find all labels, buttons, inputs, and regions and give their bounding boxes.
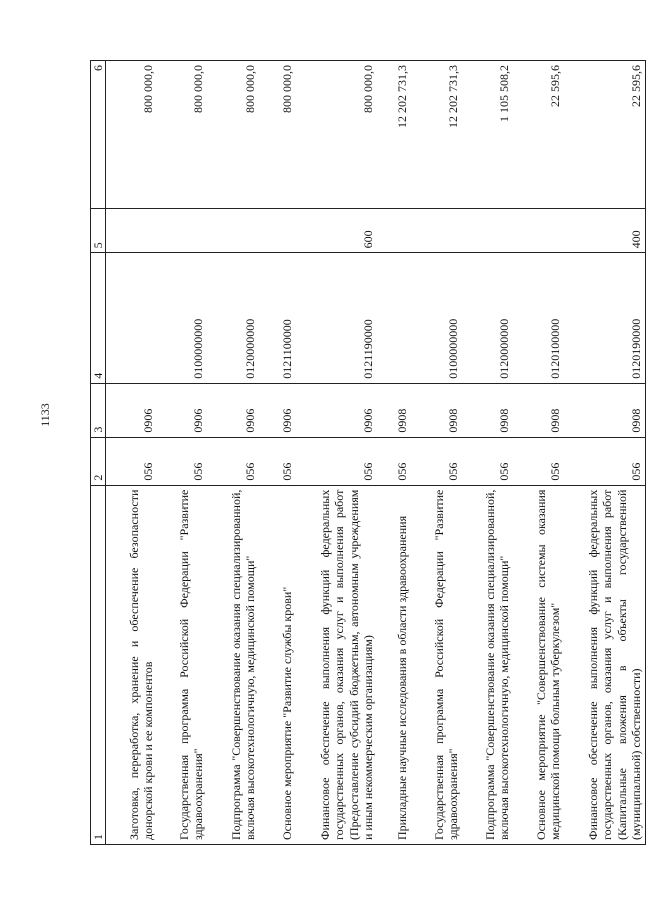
- row-expense-type: [157, 208, 207, 253]
- row-target-code: [377, 253, 411, 383]
- row-name: Прикладные научные исследования в области здравоохранения: [377, 485, 411, 844]
- row-section-code: 0906: [259, 383, 296, 437]
- row-amount: 800 000,0: [157, 61, 207, 209]
- row-target-code: 0100000000: [157, 253, 207, 383]
- row-amount: 800 000,0: [207, 61, 259, 209]
- column-header-5: 5: [91, 208, 106, 253]
- row-ministry-code: 056: [106, 437, 158, 485]
- table-row: [106, 61, 158, 845]
- row-section-code: 0908: [513, 383, 564, 437]
- row-amount: 800 000,0: [259, 61, 296, 209]
- row-name: Государственная программа Российской Федерации "Развитие здравоохранения": [411, 485, 462, 844]
- column-header-6: 6: [91, 61, 106, 209]
- row-name: Подпрограмма "Совершенствование оказания специализированной, включая высокотехнологичную, медицинской помощи": [207, 485, 259, 844]
- row-target-code: 0121190000: [296, 253, 377, 383]
- table-body: [106, 61, 646, 845]
- row-ministry-code: 056: [259, 437, 296, 485]
- row-name: Государственная программа Российской Федерации "Развитие здравоохранения": [157, 485, 207, 844]
- row-expense-type: [462, 208, 513, 253]
- row-expense-type: 400: [564, 208, 646, 253]
- row-amount: 12 202 731,3: [377, 61, 411, 209]
- row-expense-type: [259, 208, 296, 253]
- row-section-code: 0908: [411, 383, 462, 437]
- table-row: [207, 61, 259, 845]
- column-header-2: 2: [91, 437, 106, 485]
- row-amount: 22 595,6: [513, 61, 564, 209]
- row-target-code: [106, 253, 158, 383]
- row-amount: 22 595,6: [564, 61, 646, 209]
- header-row: [91, 61, 106, 845]
- row-section-code: 0906: [207, 383, 259, 437]
- row-ministry-code: 056: [564, 437, 646, 485]
- row-name: Финансовое обеспечение выполнения функций федеральных государственных органов, оказания услуг и выполнения работ (Предоставление субсидий бюджетным, автономным учреждениям и иным некоммерческим организациям): [296, 485, 377, 844]
- row-ministry-code: 056: [462, 437, 513, 485]
- row-ministry-code: 056: [157, 437, 207, 485]
- column-header-4: 4: [91, 253, 106, 383]
- row-amount: 1 105 508,2: [462, 61, 513, 209]
- table-row: [513, 61, 564, 845]
- row-ministry-code: 056: [411, 437, 462, 485]
- row-expense-type: 600: [296, 208, 377, 253]
- table-row: [462, 61, 513, 845]
- row-section-code: 0908: [564, 383, 646, 437]
- row-target-code: 0120000000: [207, 253, 259, 383]
- row-name: Подпрограмма "Совершенствование оказания специализированной, включая высокотехнологичную, медицинской помощи": [462, 485, 513, 844]
- row-target-code: 0100000000: [411, 253, 462, 383]
- table-row: [259, 61, 296, 845]
- table-row: [564, 61, 646, 845]
- row-expense-type: [207, 208, 259, 253]
- row-name: Заготовка, переработка, хранение и обеспечение безопасности донорской крови и ее компонентов: [106, 485, 158, 844]
- row-expense-type: [106, 208, 158, 253]
- column-header-1: 1: [91, 485, 106, 844]
- row-ministry-code: 056: [207, 437, 259, 485]
- table-row: [157, 61, 207, 845]
- row-expense-type: [411, 208, 462, 253]
- table-row: [296, 61, 377, 845]
- table-row: [411, 61, 462, 845]
- row-ministry-code: 056: [377, 437, 411, 485]
- row-target-code: 0120100000: [513, 253, 564, 383]
- row-amount: 12 202 731,3: [411, 61, 462, 209]
- row-name: Основное мероприятие "Развитие службы крови": [259, 485, 296, 844]
- row-section-code: 0906: [296, 383, 377, 437]
- row-amount: 800 000,0: [106, 61, 158, 209]
- row-section-code: 0908: [462, 383, 513, 437]
- budget-table: [90, 60, 646, 845]
- budget-table-wrapper: [90, 60, 643, 845]
- table-header: [91, 61, 106, 845]
- row-target-code: 0120000000: [462, 253, 513, 383]
- row-target-code: 0121100000: [259, 253, 296, 383]
- row-target-code: 0120190000: [564, 253, 646, 383]
- table-row: [377, 61, 411, 845]
- row-expense-type: [513, 208, 564, 253]
- row-name: Основное мероприятие "Совершенствование системы оказания медицинской помощи больным туберкулезом": [513, 485, 564, 844]
- page-number: 1133: [38, 403, 52, 427]
- row-section-code: 0906: [106, 383, 158, 437]
- row-section-code: 0906: [157, 383, 207, 437]
- row-ministry-code: 056: [513, 437, 564, 485]
- row-expense-type: [377, 208, 411, 253]
- row-amount: 800 000,0: [296, 61, 377, 209]
- row-name: Финансовое обеспечение выполнения функций федеральных государственных органов, оказания услуг и выполнения работ (Капитальные вложения в объекты государственной (муниципальной) собственности): [564, 485, 646, 844]
- row-section-code: 0908: [377, 383, 411, 437]
- column-header-3: 3: [91, 383, 106, 437]
- row-ministry-code: 056: [296, 437, 377, 485]
